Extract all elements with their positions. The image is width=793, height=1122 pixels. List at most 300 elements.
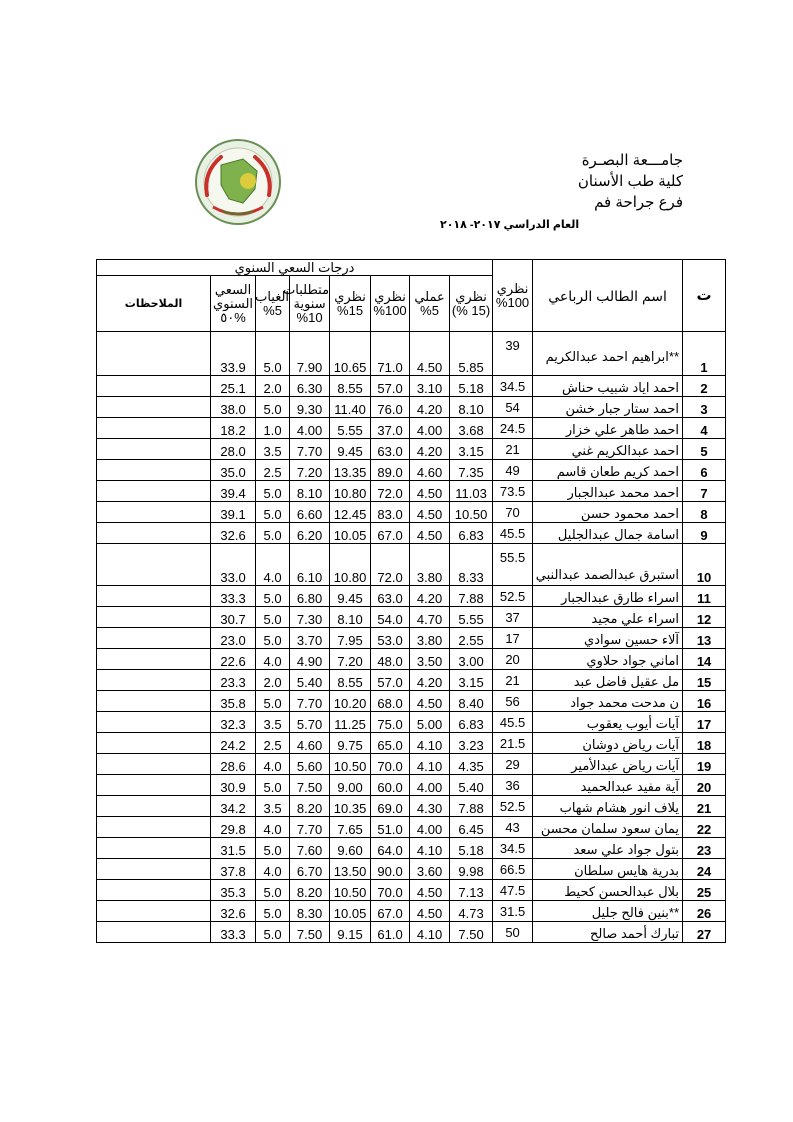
table-row	[97, 691, 726, 712]
theory15b-value: 10.35	[330, 796, 371, 817]
practical5-value: 3.80	[410, 544, 450, 586]
notes-cell	[97, 880, 211, 901]
theory100b-value: 51.0	[371, 817, 410, 838]
practical5-value: 4.50	[410, 332, 450, 376]
practical5-value: 4.50	[410, 523, 450, 544]
annual-value: 39.4	[211, 481, 256, 502]
practical5-value: 5.00	[410, 712, 450, 733]
theory100a-value: 55.5	[493, 544, 533, 586]
requirements-value: 6.20	[290, 523, 330, 544]
practical5-value: 4.00	[410, 775, 450, 796]
practical5-value: 4.10	[410, 922, 450, 943]
theory15a-value: 10.50	[450, 502, 493, 523]
table-row	[97, 712, 726, 733]
student-name: **ابراهيم احمد عبدالكريم	[533, 332, 683, 376]
absence-value: 2.5	[256, 460, 290, 481]
theory100b-value: 72.0	[371, 544, 410, 586]
theory15b-value: 9.00	[330, 775, 371, 796]
table-row	[97, 418, 726, 439]
row-index: 23	[683, 838, 726, 859]
theory15b-value: 12.45	[330, 502, 371, 523]
table-row	[97, 670, 726, 691]
theory15a-value: 7.88	[450, 586, 493, 607]
practical5-value: 4.20	[410, 670, 450, 691]
requirements-value: 8.20	[290, 796, 330, 817]
notes-cell	[97, 922, 211, 943]
theory15b-value: 9.45	[330, 586, 371, 607]
table-row	[97, 880, 726, 901]
notes-cell	[97, 376, 211, 397]
row-index: 8	[683, 502, 726, 523]
absence-value: 4.0	[256, 544, 290, 586]
requirements-value: 4.00	[290, 418, 330, 439]
absence-value: 4.0	[256, 754, 290, 775]
notes-cell	[97, 733, 211, 754]
requirements-value: 8.10	[290, 481, 330, 502]
theory100a-value: 56	[493, 691, 533, 712]
student-name: بدرية هايس سلطان	[533, 859, 683, 880]
theory15a-value: 5.18	[450, 376, 493, 397]
student-name: تبارك أحمد صالح	[533, 922, 683, 943]
notes-cell	[97, 901, 211, 922]
row-index: 27	[683, 922, 726, 943]
col-theory100a-header: نظري 100%	[493, 260, 533, 332]
table-row	[97, 628, 726, 649]
theory100b-value: 53.0	[371, 628, 410, 649]
student-name: آية مفيد عبدالحميد	[533, 775, 683, 796]
student-name: يمان سعود سلمان محسن	[533, 817, 683, 838]
row-index: 14	[683, 649, 726, 670]
table-row	[97, 376, 726, 397]
annual-value: 23.3	[211, 670, 256, 691]
theory100b-value: 67.0	[371, 523, 410, 544]
table-body	[97, 332, 726, 943]
theory15b-value: 10.20	[330, 691, 371, 712]
row-index: 5	[683, 439, 726, 460]
student-name: يلاف انور هشام شهاب	[533, 796, 683, 817]
theory100b-value: 70.0	[371, 754, 410, 775]
practical5-value: 3.10	[410, 376, 450, 397]
table-row	[97, 775, 726, 796]
theory100a-value: 29	[493, 754, 533, 775]
annual-value: 33.3	[211, 922, 256, 943]
annual-effort-group-header: درجات السعي السنوي	[97, 260, 493, 276]
theory100b-value: 83.0	[371, 502, 410, 523]
absence-value: 3.5	[256, 439, 290, 460]
annual-value: 33.0	[211, 544, 256, 586]
requirements-value: 9.30	[290, 397, 330, 418]
theory100b-value: 61.0	[371, 922, 410, 943]
student-name: آيات رياض دوشان	[533, 733, 683, 754]
theory15a-value: 3.23	[450, 733, 493, 754]
notes-cell	[97, 544, 211, 586]
theory15b-value: 10.50	[330, 880, 371, 901]
row-index: 13	[683, 628, 726, 649]
notes-cell	[97, 418, 211, 439]
row-index: 1	[683, 332, 726, 376]
practical5-value: 4.50	[410, 502, 450, 523]
table-header-group-row	[97, 260, 726, 276]
absence-value: 1.0	[256, 418, 290, 439]
notes-cell	[97, 838, 211, 859]
theory15a-value: 5.55	[450, 607, 493, 628]
theory100b-value: 37.0	[371, 418, 410, 439]
theory100a-value: 21.5	[493, 733, 533, 754]
annual-value: 28.0	[211, 439, 256, 460]
practical5-value: 4.10	[410, 733, 450, 754]
annual-value: 35.3	[211, 880, 256, 901]
theory100b-value: 64.0	[371, 838, 410, 859]
theory15a-value: 6.83	[450, 523, 493, 544]
theory15b-value: 11.40	[330, 397, 371, 418]
institution-header	[578, 150, 683, 213]
theory15b-value: 5.55	[330, 418, 371, 439]
annual-value: 33.3	[211, 586, 256, 607]
grades-table	[96, 259, 726, 943]
theory100b-value: 60.0	[371, 775, 410, 796]
table-row	[97, 460, 726, 481]
theory15b-value: 8.55	[330, 376, 371, 397]
practical5-value: 4.20	[410, 439, 450, 460]
theory15a-value: 8.33	[450, 544, 493, 586]
col-theory15a-header: نظري (15 %)	[450, 276, 493, 332]
student-name: اسراء علي مجيد	[533, 607, 683, 628]
theory15a-value: 4.35	[450, 754, 493, 775]
notes-cell	[97, 859, 211, 880]
absence-value: 5.0	[256, 775, 290, 796]
requirements-value: 3.70	[290, 628, 330, 649]
theory100a-value: 70	[493, 502, 533, 523]
absence-value: 5.0	[256, 397, 290, 418]
theory15b-value: 10.50	[330, 754, 371, 775]
annual-value: 32.6	[211, 523, 256, 544]
col-annual-header: السعي السنوي %٥٠	[211, 276, 256, 332]
theory100a-value: 24.5	[493, 418, 533, 439]
table-row	[97, 922, 726, 943]
theory100b-value: 69.0	[371, 796, 410, 817]
annual-value: 38.0	[211, 397, 256, 418]
theory100b-value: 90.0	[371, 859, 410, 880]
row-index: 6	[683, 460, 726, 481]
row-index: 2	[683, 376, 726, 397]
notes-cell	[97, 775, 211, 796]
theory100a-value: 17	[493, 628, 533, 649]
table-row	[97, 397, 726, 418]
theory15b-value: 7.20	[330, 649, 371, 670]
student-name: احمد ستار جبار خشن	[533, 397, 683, 418]
notes-cell	[97, 460, 211, 481]
col-requirements-header: متطلبات سنوية 10%	[290, 276, 330, 332]
notes-cell	[97, 796, 211, 817]
theory15a-value: 8.40	[450, 691, 493, 712]
notes-cell	[97, 817, 211, 838]
theory100a-value: 37	[493, 607, 533, 628]
requirements-value: 7.20	[290, 460, 330, 481]
requirements-value: 7.50	[290, 775, 330, 796]
theory100a-value: 49	[493, 460, 533, 481]
theory100b-value: 67.0	[371, 901, 410, 922]
annual-value: 22.6	[211, 649, 256, 670]
theory100b-value: 72.0	[371, 481, 410, 502]
table-row	[97, 544, 726, 586]
student-name: احمد محمود حسن	[533, 502, 683, 523]
absence-value: 3.5	[256, 712, 290, 733]
theory100b-value: 54.0	[371, 607, 410, 628]
theory15a-value: 3.15	[450, 439, 493, 460]
col-notes-header: الملاحظات	[97, 276, 211, 332]
theory100b-value: 89.0	[371, 460, 410, 481]
student-name: احمد محمد عبدالجبار	[533, 481, 683, 502]
requirements-value: 8.30	[290, 901, 330, 922]
annual-value: 32.6	[211, 901, 256, 922]
practical5-value: 4.20	[410, 586, 450, 607]
absence-value: 2.5	[256, 733, 290, 754]
practical5-value: 4.00	[410, 418, 450, 439]
absence-value: 5.0	[256, 586, 290, 607]
theory100b-value: 71.0	[371, 332, 410, 376]
practical5-value: 4.20	[410, 397, 450, 418]
theory15a-value: 5.18	[450, 838, 493, 859]
notes-cell	[97, 332, 211, 376]
practical5-value: 4.60	[410, 460, 450, 481]
practical5-value: 4.50	[410, 880, 450, 901]
theory15a-value: 3.00	[450, 649, 493, 670]
theory15b-value: 7.65	[330, 817, 371, 838]
annual-value: 39.1	[211, 502, 256, 523]
row-index: 25	[683, 880, 726, 901]
absence-value: 4.0	[256, 649, 290, 670]
theory100b-value: 48.0	[371, 649, 410, 670]
notes-cell	[97, 397, 211, 418]
theory100a-value: 43	[493, 817, 533, 838]
theory100a-value: 31.5	[493, 901, 533, 922]
row-index: 16	[683, 691, 726, 712]
student-name: استبرق عبدالصمد عبدالنبي	[533, 544, 683, 586]
notes-cell	[97, 712, 211, 733]
table-row	[97, 523, 726, 544]
theory100b-value: 63.0	[371, 586, 410, 607]
theory100b-value: 68.0	[371, 691, 410, 712]
row-index: 3	[683, 397, 726, 418]
practical5-value: 4.10	[410, 754, 450, 775]
practical5-value: 4.50	[410, 691, 450, 712]
student-name: **بنين فالح جليل	[533, 901, 683, 922]
annual-value: 35.0	[211, 460, 256, 481]
row-index: 20	[683, 775, 726, 796]
absence-value: 5.0	[256, 901, 290, 922]
notes-cell	[97, 670, 211, 691]
row-index: 21	[683, 796, 726, 817]
table-row	[97, 859, 726, 880]
theory15b-value: 9.15	[330, 922, 371, 943]
table-row	[97, 332, 726, 376]
table-row	[97, 733, 726, 754]
absence-value: 5.0	[256, 880, 290, 901]
theory15b-value: 11.25	[330, 712, 371, 733]
notes-cell	[97, 502, 211, 523]
absence-value: 4.0	[256, 817, 290, 838]
table-row	[97, 838, 726, 859]
theory100b-value: 76.0	[371, 397, 410, 418]
notes-cell	[97, 523, 211, 544]
student-name: احمد طاهر علي خزار	[533, 418, 683, 439]
notes-cell	[97, 586, 211, 607]
theory100a-value: 54	[493, 397, 533, 418]
practical5-value: 4.30	[410, 796, 450, 817]
theory15a-value: 3.15	[450, 670, 493, 691]
table-row	[97, 796, 726, 817]
theory15b-value: 7.95	[330, 628, 371, 649]
notes-cell	[97, 628, 211, 649]
annual-value: 33.9	[211, 332, 256, 376]
row-index: 24	[683, 859, 726, 880]
theory100b-value: 70.0	[371, 880, 410, 901]
theory100a-value: 45.5	[493, 523, 533, 544]
college-name: كلية طب الأسنان	[577, 173, 683, 190]
table-row	[97, 607, 726, 628]
theory100b-value: 57.0	[371, 376, 410, 397]
practical5-value: 4.10	[410, 838, 450, 859]
absence-value: 5.0	[256, 628, 290, 649]
annual-value: 24.2	[211, 733, 256, 754]
theory100a-value: 73.5	[493, 481, 533, 502]
requirements-value: 7.90	[290, 332, 330, 376]
requirements-value: 6.10	[290, 544, 330, 586]
theory100a-value: 20	[493, 649, 533, 670]
student-name: آلاء حسين سوادي	[533, 628, 683, 649]
table-row	[97, 481, 726, 502]
col-practical5-header: عملي 5%	[410, 276, 450, 332]
theory100a-value: 21	[493, 670, 533, 691]
table-row	[97, 586, 726, 607]
requirements-value: 6.70	[290, 859, 330, 880]
annual-value: 31.5	[211, 838, 256, 859]
annual-value: 37.8	[211, 859, 256, 880]
student-name: ن مدحت محمد جواد	[533, 691, 683, 712]
theory15a-value: 7.35	[450, 460, 493, 481]
theory100a-value: 47.5	[493, 880, 533, 901]
student-name: احمد اياد شبيب حناش	[533, 376, 683, 397]
absence-value: 3.5	[256, 796, 290, 817]
requirements-value: 4.90	[290, 649, 330, 670]
theory100a-value: 34.5	[493, 838, 533, 859]
student-name: بلال عبدالحسن كحيط	[533, 880, 683, 901]
requirements-value: 7.60	[290, 838, 330, 859]
col-name-header: اسم الطالب الرباعي	[533, 260, 683, 332]
table-row	[97, 817, 726, 838]
practical5-value: 4.50	[410, 481, 450, 502]
annual-value: 25.1	[211, 376, 256, 397]
student-name: آيات رياض عبدالأمير	[533, 754, 683, 775]
requirements-value: 4.60	[290, 733, 330, 754]
theory15b-value: 9.75	[330, 733, 371, 754]
requirements-value: 7.70	[290, 691, 330, 712]
theory15b-value: 9.45	[330, 439, 371, 460]
annual-value: 23.0	[211, 628, 256, 649]
theory100a-value: 52.5	[493, 796, 533, 817]
theory100a-value: 52.5	[493, 586, 533, 607]
student-name: مل عقيل فاضل عبد	[533, 670, 683, 691]
notes-cell	[97, 439, 211, 460]
requirements-value: 7.70	[290, 817, 330, 838]
absence-value: 5.0	[256, 838, 290, 859]
theory100b-value: 63.0	[371, 439, 410, 460]
university-logo	[193, 137, 283, 227]
row-index: 11	[683, 586, 726, 607]
row-index: 15	[683, 670, 726, 691]
requirements-value: 8.20	[290, 880, 330, 901]
department-name: فرع جراحة فم	[594, 194, 683, 211]
student-name: احمد عبدالكريم غني	[533, 439, 683, 460]
theory15b-value: 8.55	[330, 670, 371, 691]
absence-value: 2.0	[256, 376, 290, 397]
absence-value: 5.0	[256, 523, 290, 544]
notes-cell	[97, 481, 211, 502]
annual-value: 35.8	[211, 691, 256, 712]
theory15b-value: 10.05	[330, 901, 371, 922]
notes-cell	[97, 754, 211, 775]
requirements-value: 7.70	[290, 439, 330, 460]
col-absence-header: الغياب 5%	[256, 276, 290, 332]
theory15a-value: 9.98	[450, 859, 493, 880]
theory15a-value: 7.50	[450, 922, 493, 943]
table-row	[97, 649, 726, 670]
theory15b-value: 10.05	[330, 523, 371, 544]
table-row	[97, 439, 726, 460]
theory100b-value: 57.0	[371, 670, 410, 691]
university-name: جامـــعة البصـرة	[581, 152, 683, 169]
requirements-value: 5.60	[290, 754, 330, 775]
theory100a-value: 50	[493, 922, 533, 943]
annual-value: 30.7	[211, 607, 256, 628]
student-name: اسامة جمال عبدالجليل	[533, 523, 683, 544]
requirements-value: 7.50	[290, 922, 330, 943]
col-theory100b-header: نظري 100%	[371, 276, 410, 332]
theory15a-value: 6.83	[450, 712, 493, 733]
practical5-value: 4.00	[410, 817, 450, 838]
notes-cell	[97, 691, 211, 712]
row-index: 12	[683, 607, 726, 628]
theory15a-value: 5.85	[450, 332, 493, 376]
row-index: 22	[683, 817, 726, 838]
row-index: 17	[683, 712, 726, 733]
row-index: 26	[683, 901, 726, 922]
notes-cell	[97, 607, 211, 628]
theory100a-value: 34.5	[493, 376, 533, 397]
theory15b-value: 10.80	[330, 481, 371, 502]
theory15b-value: 9.60	[330, 838, 371, 859]
col-theory15b-header: نظري 15%	[330, 276, 371, 332]
requirements-value: 7.30	[290, 607, 330, 628]
theory15a-value: 8.10	[450, 397, 493, 418]
theory15a-value: 11.03	[450, 481, 493, 502]
table-row	[97, 502, 726, 523]
row-index: 4	[683, 418, 726, 439]
practical5-value: 4.50	[410, 901, 450, 922]
requirements-value: 6.30	[290, 376, 330, 397]
practical5-value: 3.60	[410, 859, 450, 880]
requirements-value: 5.40	[290, 670, 330, 691]
annual-value: 30.9	[211, 775, 256, 796]
practical5-value: 4.70	[410, 607, 450, 628]
absence-value: 5.0	[256, 922, 290, 943]
requirements-value: 5.70	[290, 712, 330, 733]
theory15b-value: 10.80	[330, 544, 371, 586]
theory15b-value: 13.50	[330, 859, 371, 880]
theory15a-value: 4.73	[450, 901, 493, 922]
notes-cell	[97, 649, 211, 670]
annual-value: 32.3	[211, 712, 256, 733]
